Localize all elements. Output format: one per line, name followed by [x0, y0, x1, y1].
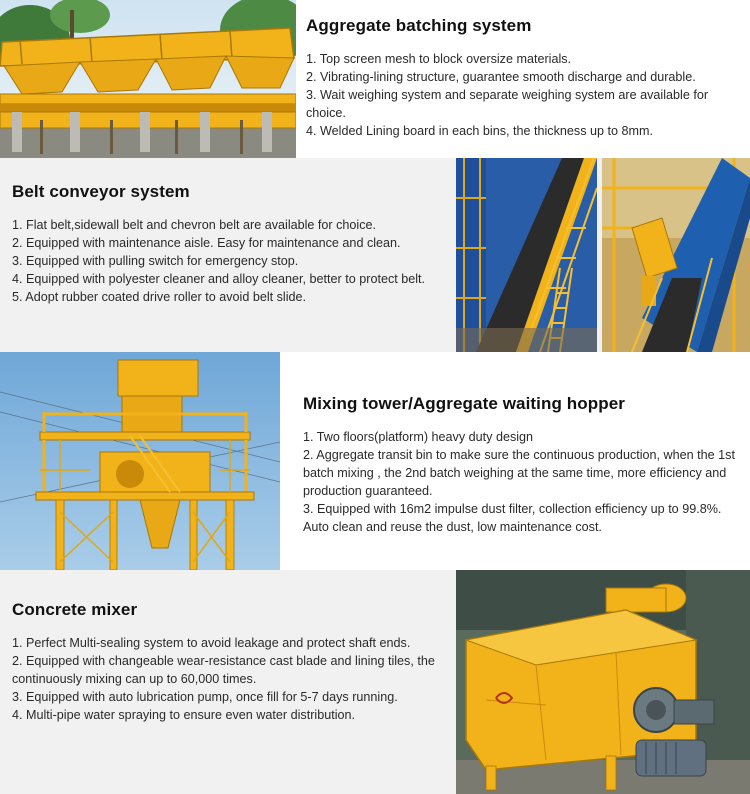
mixing-tower-photo: [0, 352, 280, 570]
mixing-tower-text: [303, 394, 743, 536]
aggregate-batching-text: [306, 16, 742, 140]
list-item: 5. Adopt rubber coated drive roller to avoid belt slide.: [12, 290, 307, 304]
list-item: 2. Equipped with changeable wear-resistance cast blade and lining tiles, the continuously mixing can up to 60,000 times.: [12, 654, 435, 686]
section-mixing-tower: [0, 352, 750, 570]
concrete-mixer-text: [12, 600, 444, 724]
section-concrete-mixer: [0, 570, 750, 794]
list-item: 1. Perfect Multi-sealing system to avoid leakage and protect shaft ends.: [12, 636, 411, 650]
list-item: 3. Equipped with pulling switch for emergency stop.: [12, 254, 299, 268]
list-item: 3. Equipped with 16m2 impulse dust filter, collection efficiency up to 99.8%. Auto clean and reuse the dust, low maintenance cost.: [303, 502, 722, 534]
list-item: 2. Equipped with maintenance aisle. Easy for maintenance and clean.: [12, 236, 401, 250]
list-item: 3. Wait weighing system and separate weighing system are available for choice.: [306, 88, 709, 120]
section-title: Belt conveyor system: [12, 182, 190, 201]
list-item: 4. Equipped with polyester cleaner and alloy cleaner, better to protect belt.: [12, 272, 426, 286]
section-title: Aggregate batching system: [306, 16, 532, 35]
section-belt-conveyor: [0, 158, 750, 352]
belt-conveyor-photo-right: [602, 158, 750, 352]
section-title: Mixing tower/Aggregate waiting hopper: [303, 394, 625, 413]
list-item: 3. Equipped with auto lubrication pump, once fill for 5-7 days running.: [12, 690, 398, 704]
list-item: 1. Top screen mesh to block oversize materials.: [306, 52, 572, 66]
concrete-mixer-photo: [456, 570, 750, 794]
belt-conveyor-photo-left: [456, 158, 597, 352]
list-item: 1. Flat belt,sidewall belt and chevron belt are available for choice.: [12, 218, 377, 232]
list-item: 1. Two floors(platform) heavy duty design: [303, 430, 534, 444]
list-item: 4. Welded Lining board in each bins, the thickness up to 8mm.: [306, 124, 653, 138]
list-item: 2. Vibrating-lining structure, guarantee smooth discharge and durable.: [306, 70, 696, 84]
section-aggregate-batching: [0, 0, 750, 158]
list-item: 4. Multi-pipe water spraying to ensure even water distribution.: [12, 708, 356, 722]
aggregate-batching-photo: [0, 0, 296, 158]
list-item: 2. Aggregate transit bin to make sure the continuous production, when the 1st batch mixing , the 2nd batch weighing at the same time, more efficiency and production guaranteed.: [303, 448, 735, 498]
section-title: Concrete mixer: [12, 600, 138, 619]
belt-conveyor-text: [12, 182, 448, 306]
